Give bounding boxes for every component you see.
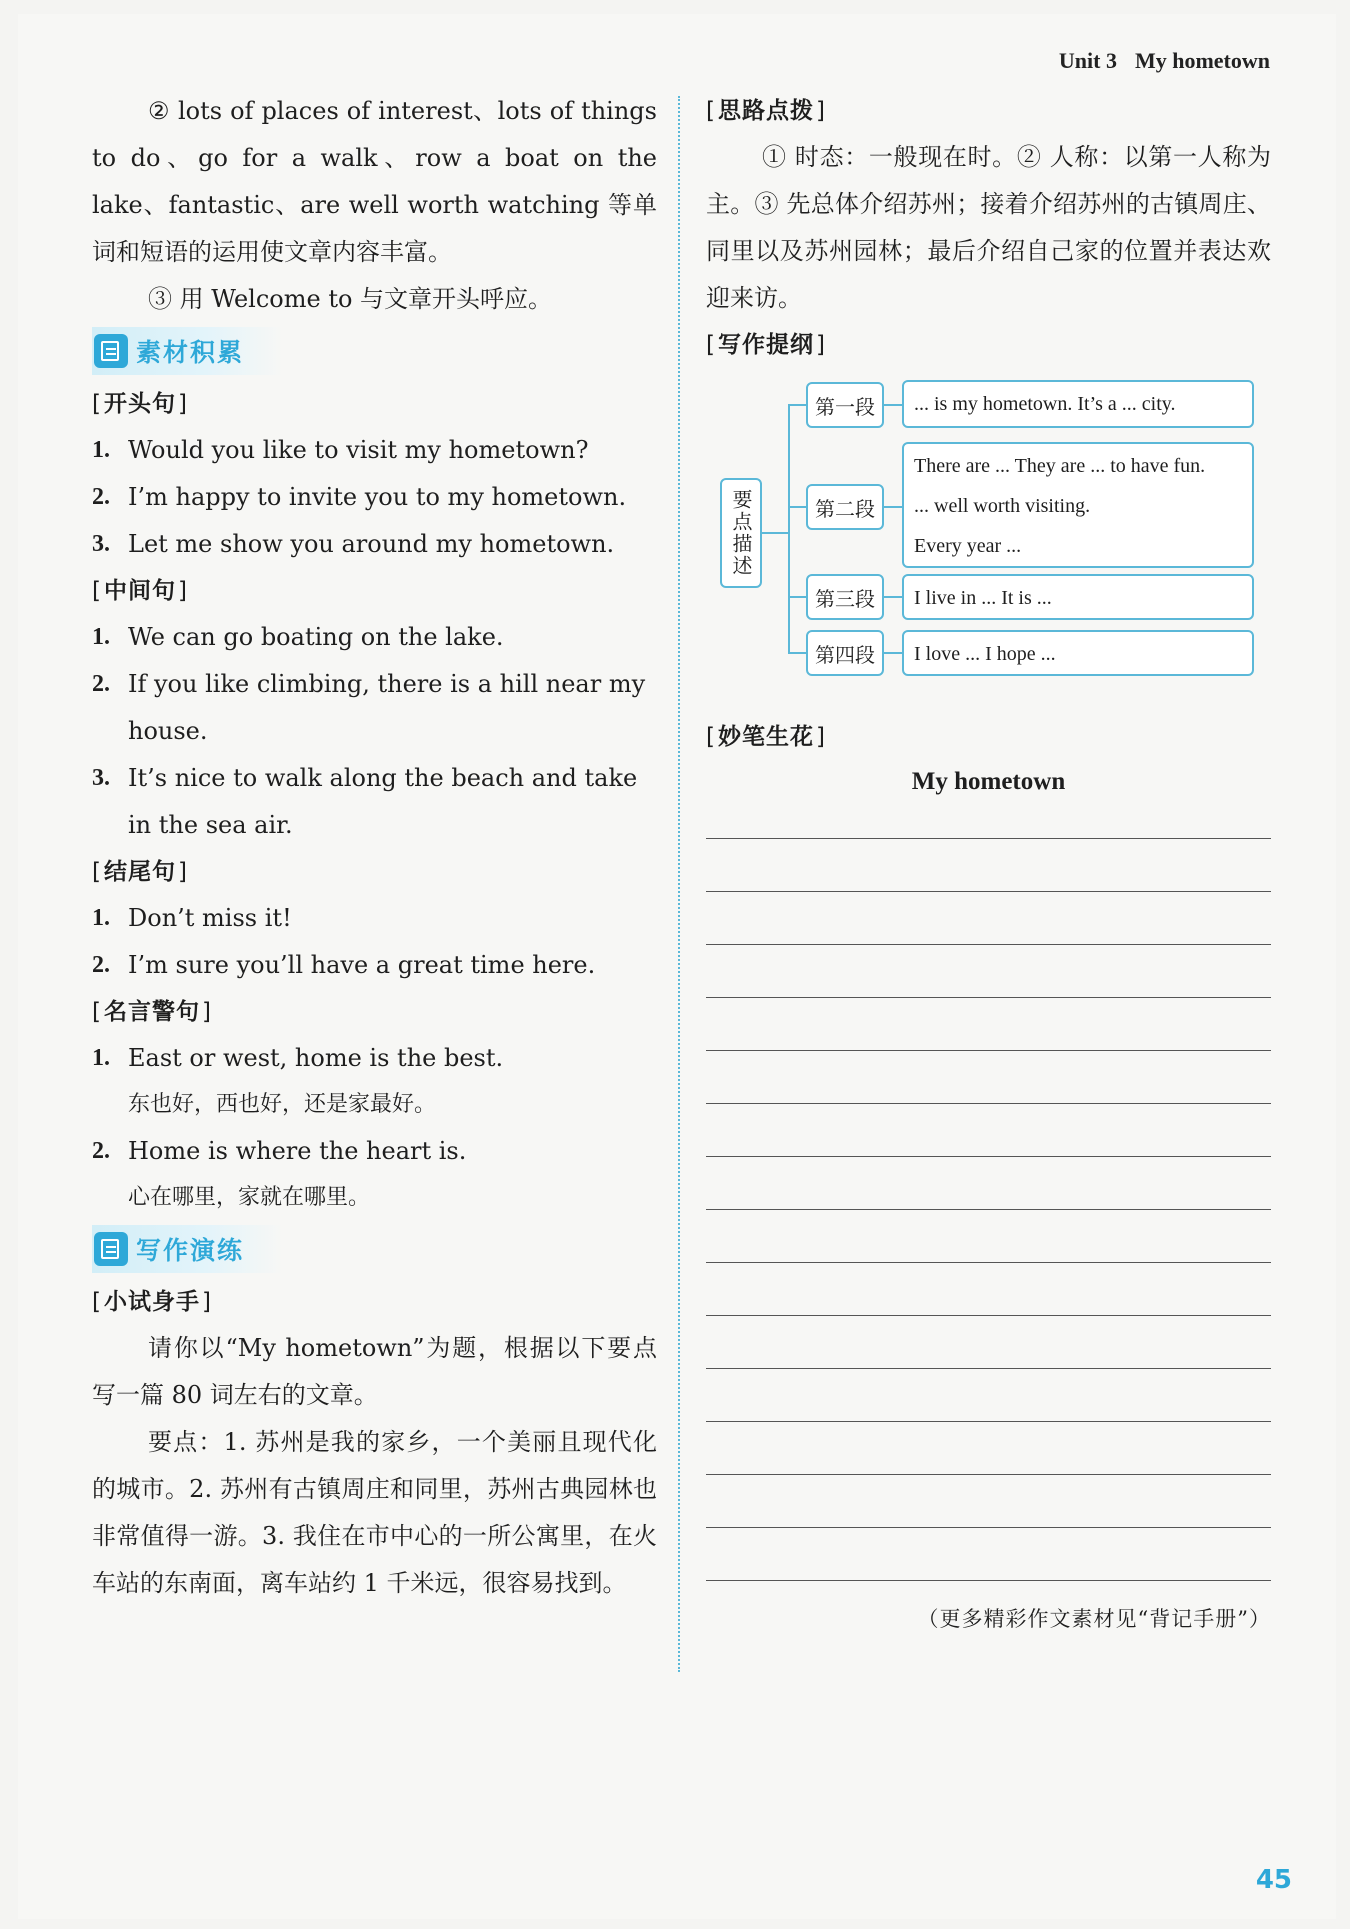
section-material	[92, 327, 282, 375]
practice-points: 要点：1. 苏州是我的家乡，一个美丽且现代化的城市。2. 苏州有古镇周庄和同里，苏州古典园林也非常值得一游。3. 我住在市中心的一所公寓里，在火车站的东南面，离车站约 1 千米远，很容易找到。	[92, 1428, 657, 1597]
writing-line[interactable]	[706, 1368, 1271, 1369]
column-divider	[678, 96, 680, 1672]
writing-line[interactable]	[706, 1209, 1271, 1210]
intro-point-2: ② lots of places of interest、lots of things to do、go for a walk、row a boat on the lake、fantastic、are well worth watching 等单词和短语的运用使文章内容丰富。	[92, 97, 657, 266]
list-item: 1. Would you like to visit my hometown?	[92, 436, 589, 464]
pencil-icon	[94, 1232, 128, 1266]
outline-main-node: 要点描述	[720, 478, 762, 588]
list-item: 2. I’m sure you’ll have a great time here.	[92, 951, 596, 979]
opening-list	[92, 427, 657, 568]
middle-list	[92, 614, 657, 849]
writing-label: [ 妙笔生花 ]	[706, 714, 1271, 760]
section-material-title: 素材积累	[136, 338, 245, 367]
intro-point-3: ③ 用 Welcome to 与文章开头呼应。	[148, 285, 553, 313]
quotes-list	[92, 1035, 657, 1082]
outline-segment-4: 第四段	[806, 630, 884, 676]
writing-line[interactable]	[706, 944, 1271, 945]
writing-line[interactable]	[706, 838, 1271, 839]
quotes-label: [ 名言警句 ]	[92, 989, 657, 1035]
writing-line[interactable]	[706, 1580, 1271, 1581]
connector	[788, 596, 806, 598]
outline-box-4: I love ... I hope ...	[902, 630, 1254, 676]
right-column	[706, 88, 1271, 1633]
writing-line[interactable]	[706, 1103, 1271, 1104]
quotes-list-2	[92, 1128, 657, 1175]
connector	[884, 652, 902, 654]
opening-label: [ 开头句 ]	[92, 381, 657, 427]
quote-translation: 心在哪里，家就在哪里。	[128, 1185, 371, 1210]
connector	[788, 506, 806, 508]
ending-list	[92, 895, 657, 989]
writing-line[interactable]	[706, 1315, 1271, 1316]
connector	[788, 652, 806, 654]
middle-label: [ 中间句 ]	[92, 568, 657, 614]
notebook-icon	[94, 334, 128, 368]
outline-diagram	[706, 374, 1266, 714]
list-item: 2. If you like climbing, there is a hill near my house.	[92, 670, 646, 745]
list-item: 2. I’m happy to invite you to my hometown.	[92, 483, 627, 511]
connector	[788, 404, 790, 652]
ending-label: [ 结尾句 ]	[92, 849, 657, 895]
connector	[762, 532, 788, 534]
section-practice-title: 写作演练	[136, 1236, 245, 1265]
header-topic: My hometown	[1134, 48, 1270, 73]
practice-label: [ 小试身手 ]	[92, 1279, 657, 1325]
writing-line[interactable]	[706, 1050, 1271, 1051]
connector	[788, 404, 806, 406]
writing-line[interactable]	[706, 1421, 1271, 1422]
list-item: 3. It’s nice to walk along the beach and take in the sea air.	[92, 764, 638, 839]
outline-box-2: There are ... They are ... to have fun. ... well worth visiting. Every year ...	[902, 442, 1254, 568]
essay-title: My hometown	[911, 768, 1066, 795]
page-number: 45	[1255, 1865, 1292, 1895]
list-item: 2. Home is where the heart is.	[92, 1137, 467, 1165]
header-unit: Unit 3	[1058, 48, 1117, 73]
outline-label: [ 写作提纲 ]	[706, 322, 1271, 368]
thinking-label: [ 思路点拨 ]	[706, 88, 1271, 134]
writing-line[interactable]	[706, 891, 1271, 892]
writing-line[interactable]	[706, 1474, 1271, 1475]
connector	[884, 404, 902, 406]
outline-segment-1: 第一段	[806, 382, 884, 428]
more-materials-note: （更多精彩作文素材见“背记手册”）	[917, 1607, 1271, 1631]
writing-line[interactable]	[706, 1262, 1271, 1263]
thinking-text: ① 时态：一般现在时。② 人称：以第一人称为主。③ 先总体介绍苏州；接着介绍苏州的古镇周庄、同里以及苏州园林；最后介绍自己家的位置并表达欢迎来访。	[706, 143, 1271, 312]
outline-segment-2: 第二段	[806, 484, 884, 530]
list-item: 1. Don’t miss it!	[92, 904, 292, 932]
connector	[884, 506, 902, 508]
running-header	[1041, 48, 1270, 74]
list-item: 1. East or west, home is the best.	[92, 1044, 504, 1072]
practice-prompt: 请你以“My hometown”为题，根据以下要点写一篇 80 词左右的文章。	[92, 1334, 657, 1409]
writing-line[interactable]	[706, 1156, 1271, 1157]
writing-area[interactable]	[706, 814, 1271, 1581]
quote-translation: 东也好，西也好，还是家最好。	[128, 1092, 437, 1117]
list-item: 1. We can go boating on the lake.	[92, 623, 504, 651]
connector	[884, 596, 902, 598]
outline-box-3: I live in ... It is ...	[902, 574, 1254, 620]
list-item: 3. Let me show you around my hometown.	[92, 530, 615, 558]
left-column	[92, 88, 657, 1607]
writing-line[interactable]	[706, 997, 1271, 998]
section-practice	[92, 1225, 282, 1273]
writing-line[interactable]	[706, 1527, 1271, 1528]
outline-segment-3: 第三段	[806, 574, 884, 620]
outline-box-1: ... is my hometown. It’s a ... city.	[902, 380, 1254, 428]
